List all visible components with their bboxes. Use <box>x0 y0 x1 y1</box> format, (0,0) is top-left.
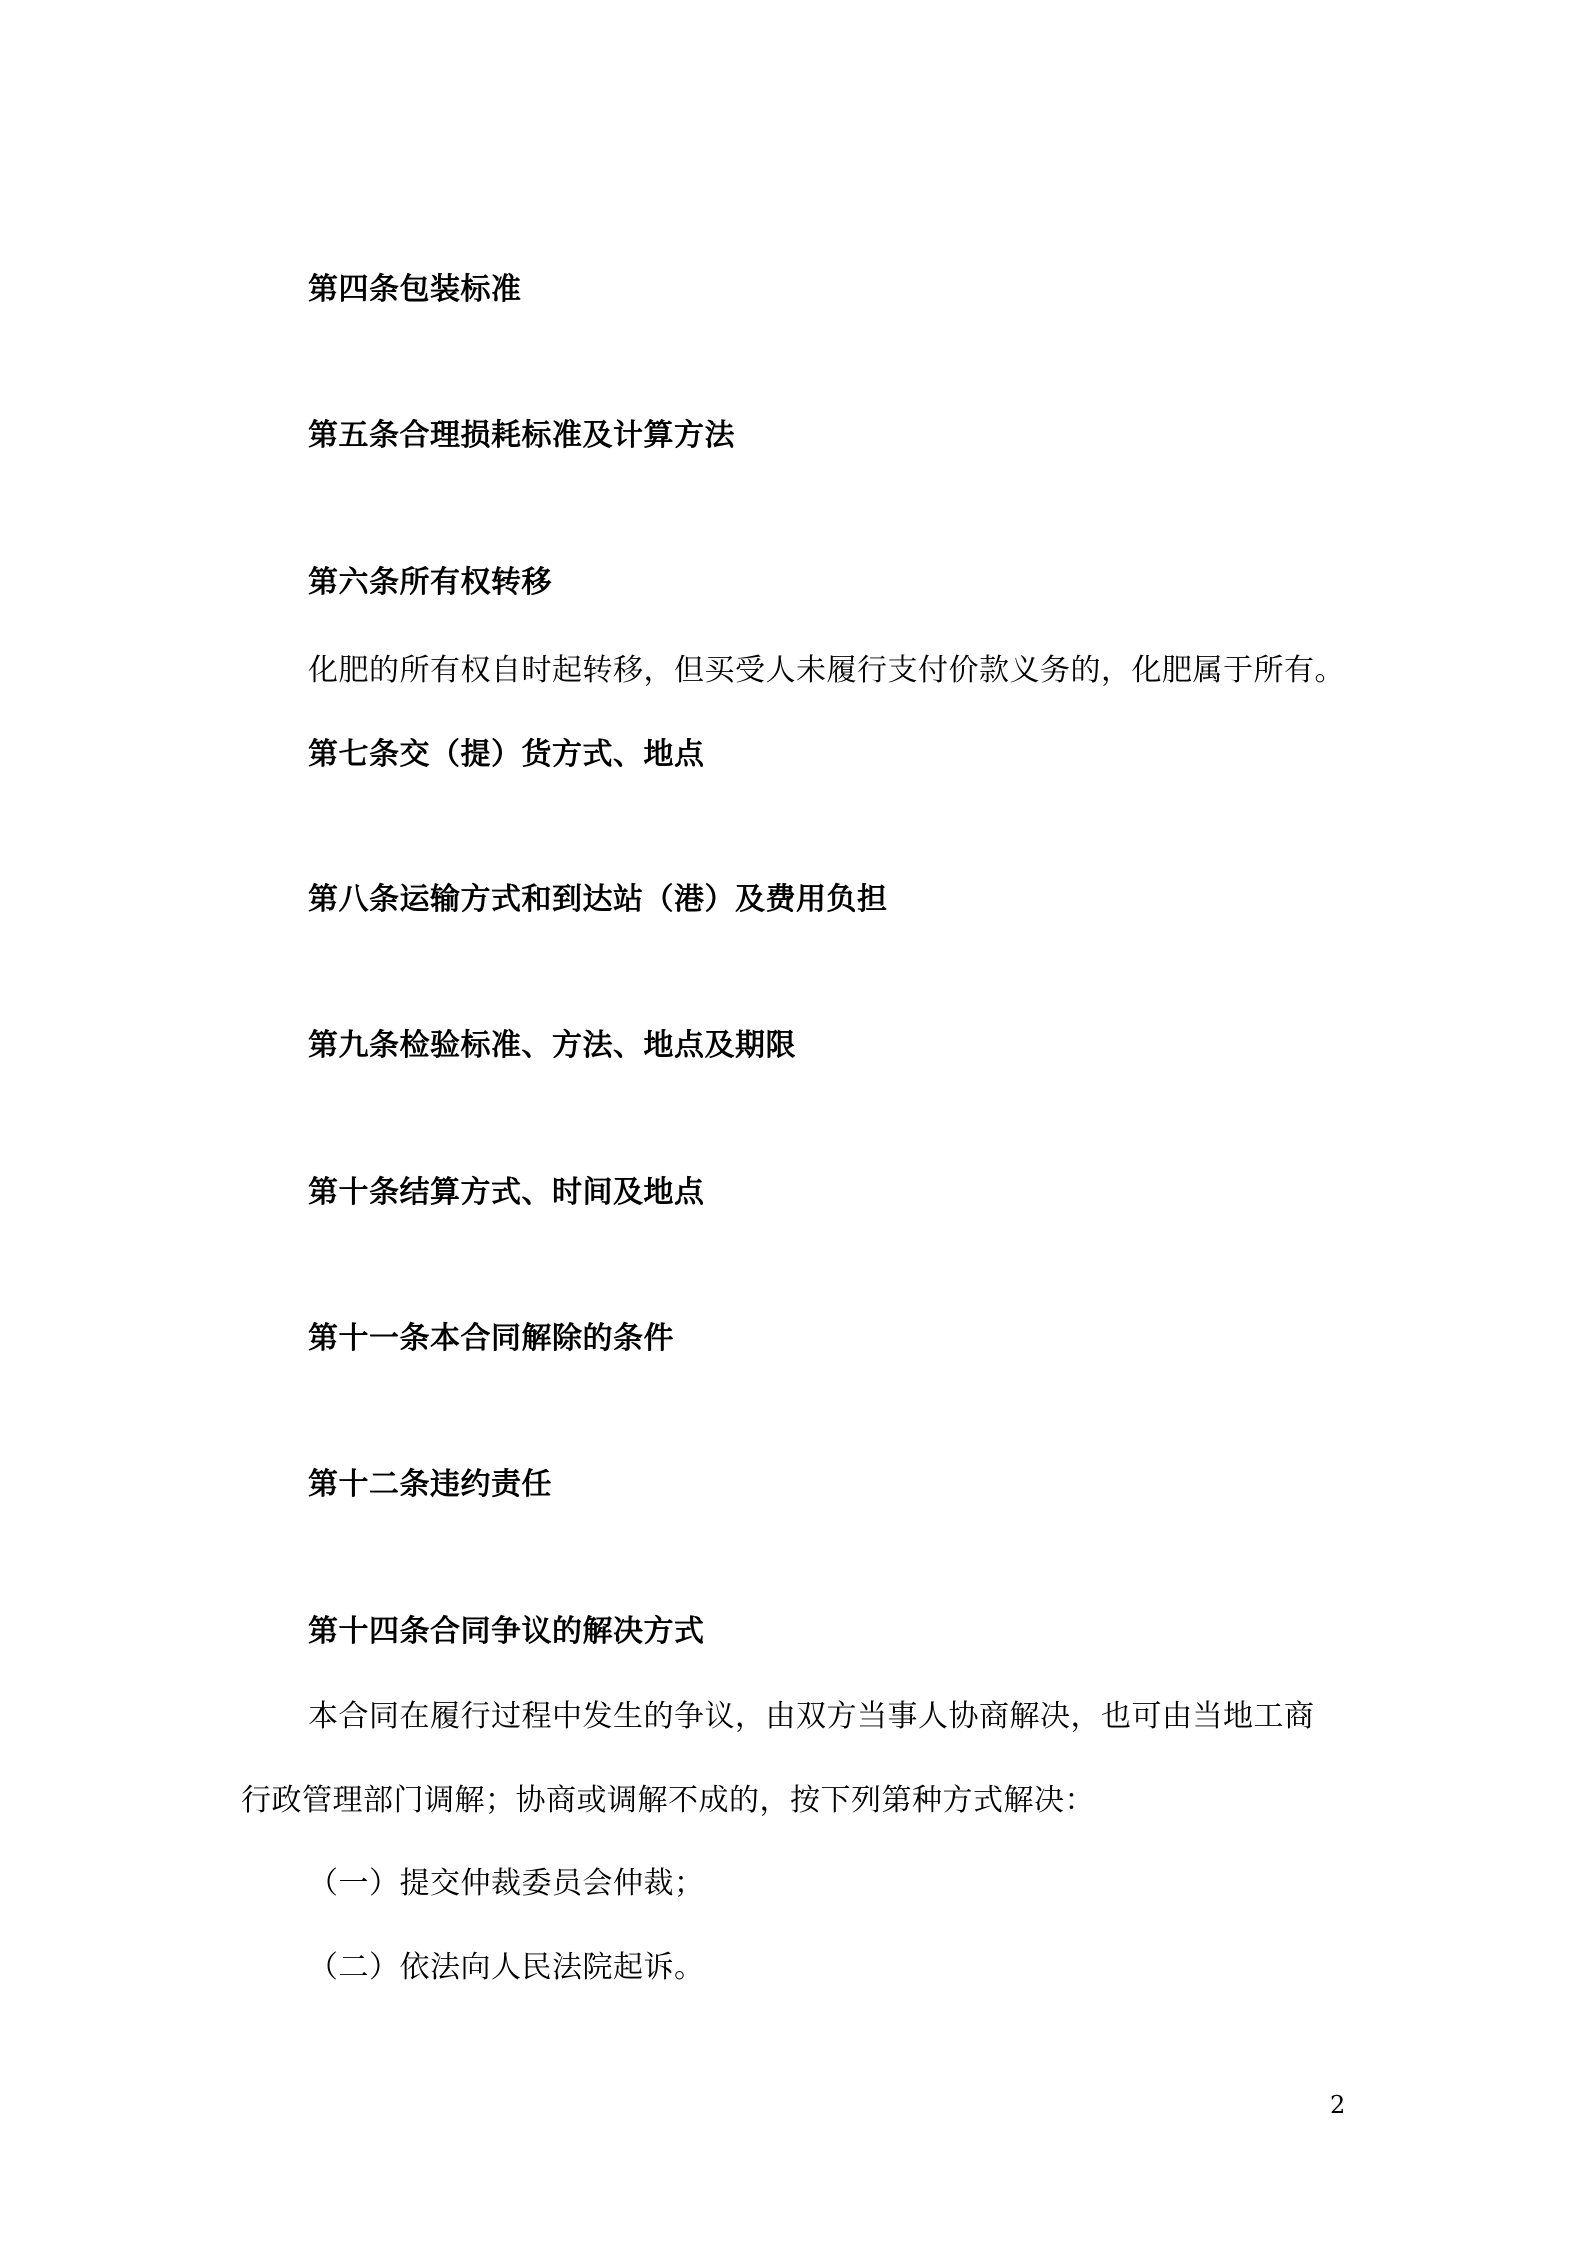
dispute-paragraph-line-2: 行政管理部门调解；协商或调解不成的，按下列第种方式解决： <box>241 1783 1095 1818</box>
dispute-option-1: （一）提交仲裁委员会仲裁； <box>308 1866 705 1901</box>
dispute-option-2: （二）依法向人民法院起诉。 <box>308 1950 705 1985</box>
article-12-heading: 第十二条违约责任 <box>308 1467 552 1502</box>
dispute-paragraph-line-1: 本合同在履行过程中发生的争议，由双方当事人协商解决，也可由当地工商 <box>308 1699 1315 1734</box>
article-14-heading: 第十四条合同争议的解决方式 <box>308 1614 705 1649</box>
article-11-heading: 第十一条本合同解除的条件 <box>308 1321 674 1356</box>
article-6-heading: 第六条所有权转移 <box>308 565 552 600</box>
article-5-heading: 第五条合理损耗标准及计算方法 <box>308 418 735 453</box>
page-number: 2 <box>1330 2091 1346 2119</box>
article-4-heading: 第四条包装标准 <box>308 272 522 307</box>
article-9-heading: 第九条检验标准、方法、地点及期限 <box>308 1028 796 1063</box>
article-8-heading: 第八条运输方式和到达站（港）及费用负担 <box>308 882 888 917</box>
ownership-paragraph: 化肥的所有权自时起转移，但买受人未履行支付价款义务的，化肥属于所有。 <box>308 653 1345 688</box>
article-7-heading: 第七条交（提）货方式、地点 <box>308 737 705 772</box>
article-10-heading: 第十条结算方式、时间及地点 <box>308 1175 705 1210</box>
